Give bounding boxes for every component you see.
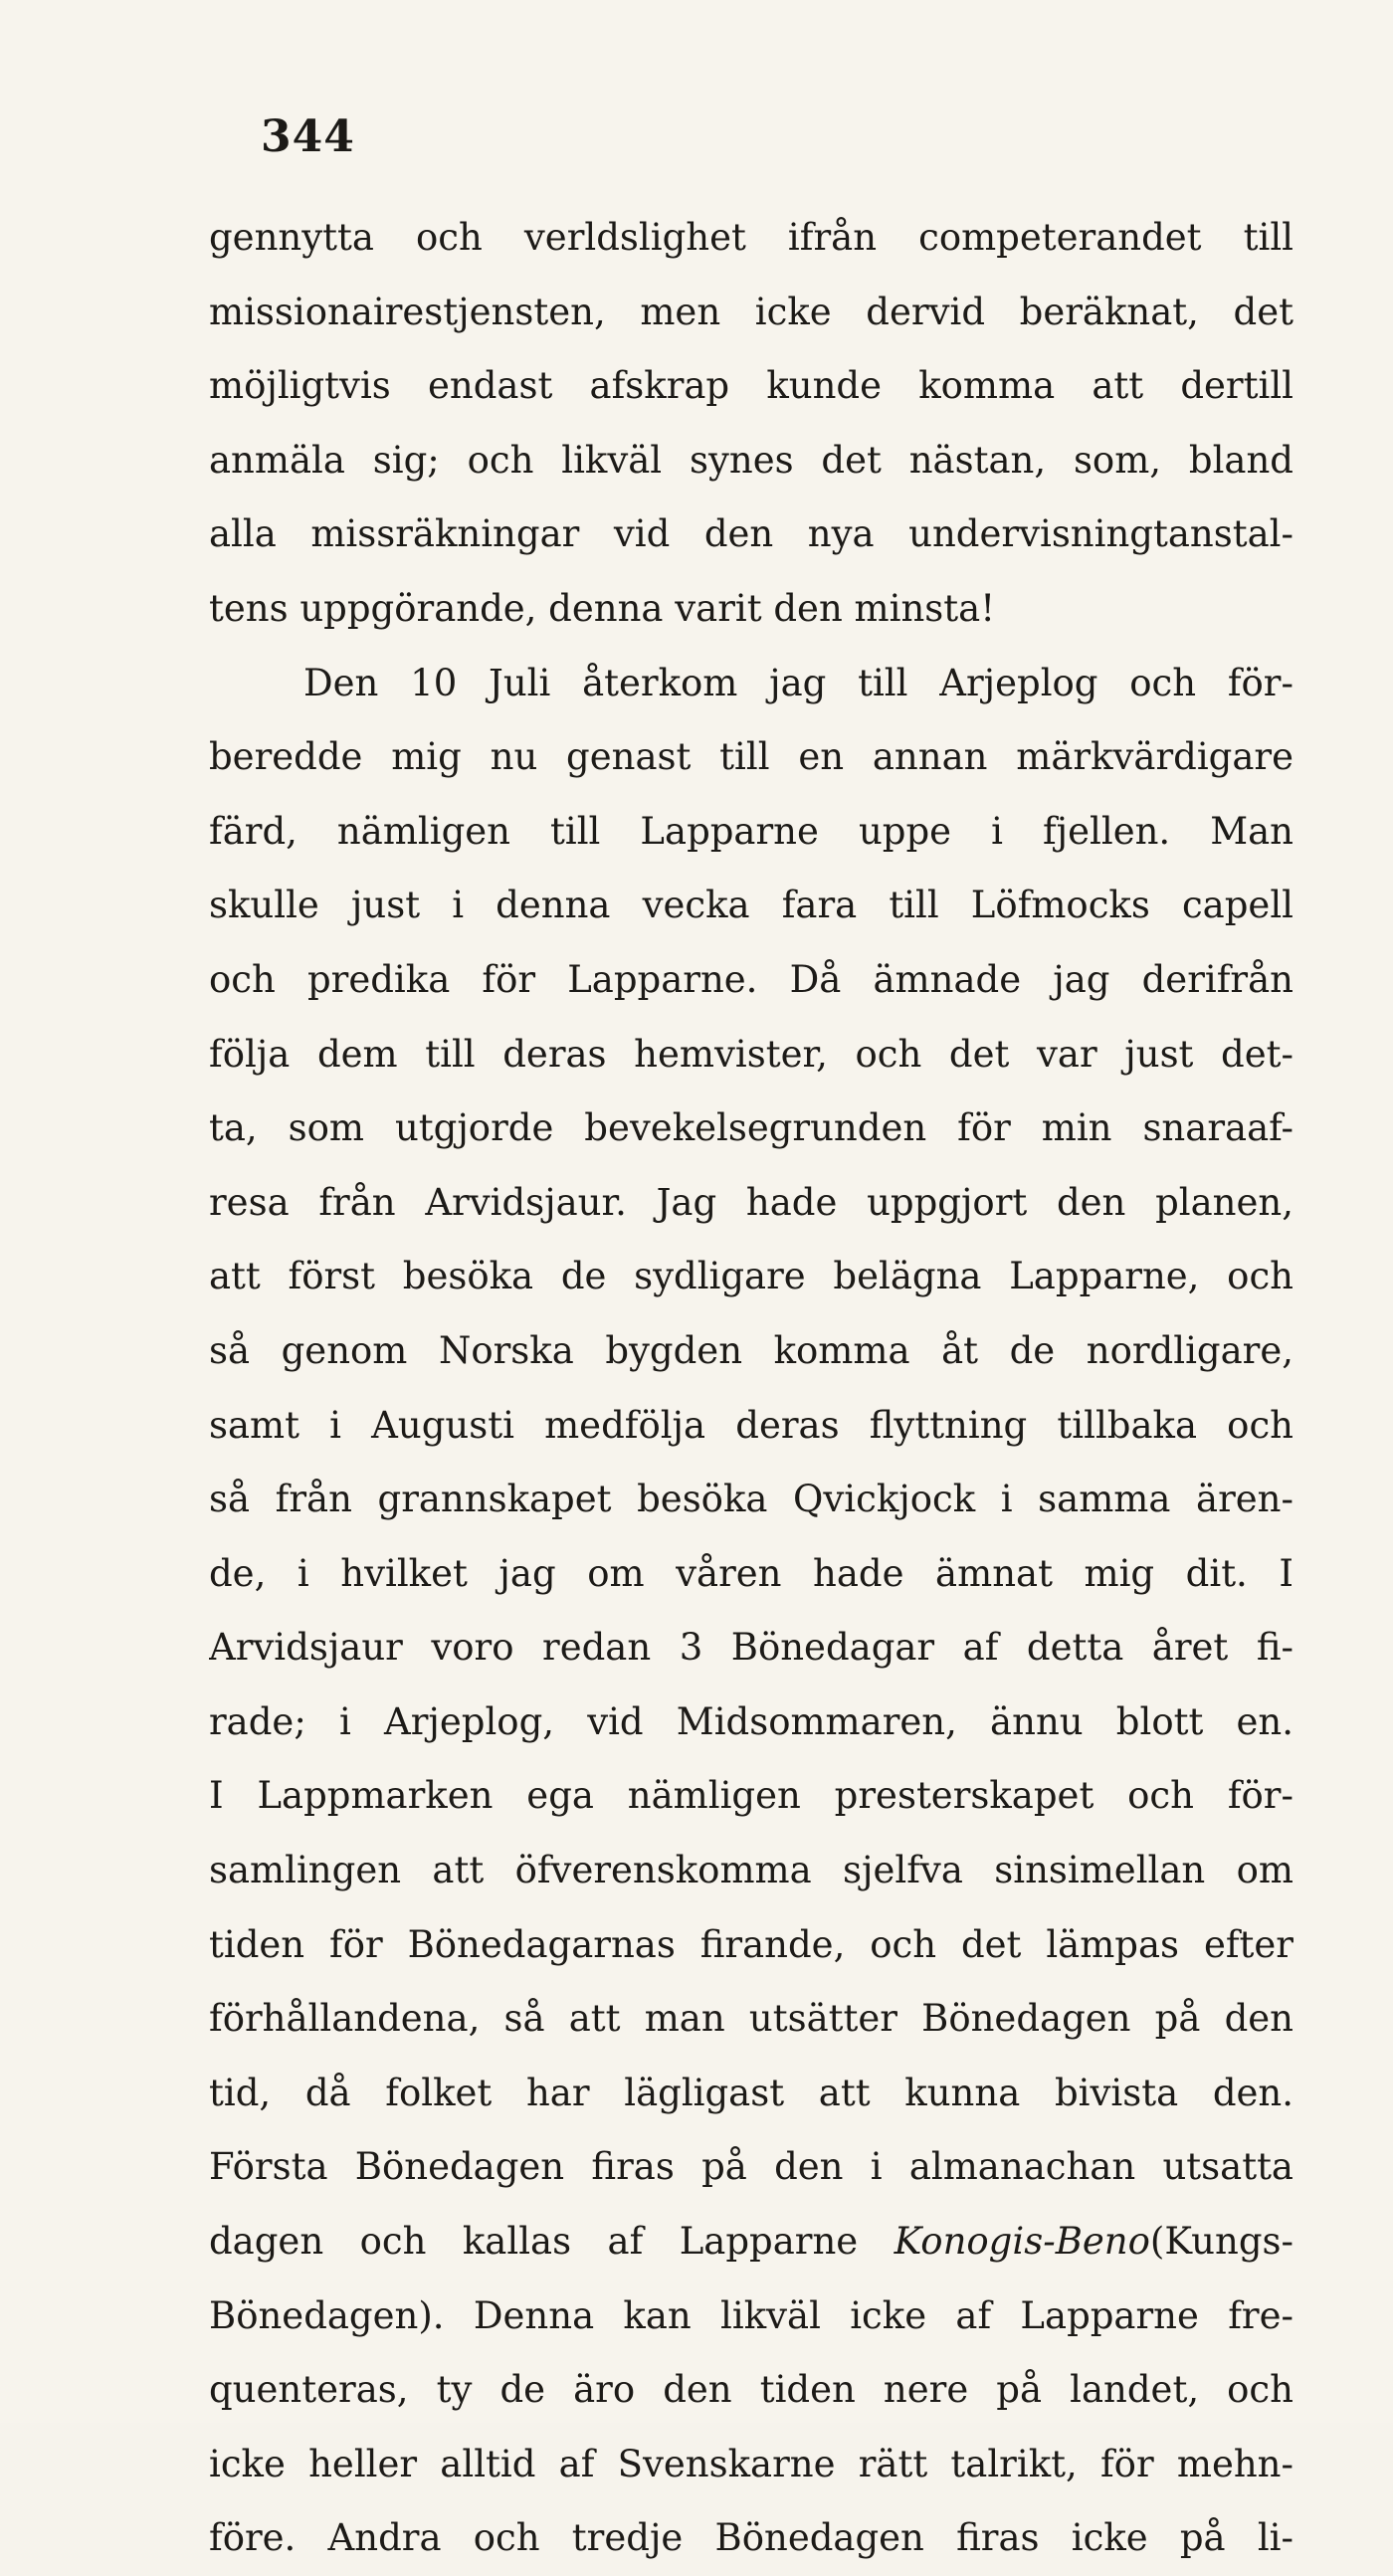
text-line: missionairestjensten, men icke dervid beräknat, det [209, 290, 1294, 333]
text-line: följa dem till deras hemvister, och det var just det- [209, 1032, 1294, 1076]
text-line: I Lappmarken ega nämligen presterskapet och för- [209, 1774, 1294, 1818]
text-segment: (Kungs- [1149, 2220, 1294, 2264]
text-line: Den 10 Juli återkom jag till Arjeplog och för- [303, 661, 1294, 704]
text-line: rade; i Arjeplog, vid Midsommaren, ännu blott en. [209, 1699, 1294, 1743]
page-number: 344 [261, 111, 355, 162]
text-line: Bönedagen). Denna kan likväl icke af Lapparne fre- [209, 2293, 1294, 2337]
text-line: före. Andra och tredje Bönedagen firas icke på li- [209, 2516, 1294, 2560]
text-line: samlingen att öfverenskomma sjelfva sinsimellan om [209, 1849, 1294, 1892]
text-line: ta, som utgjorde bevekelsegrunden för min snaraaf- [209, 1106, 1294, 1150]
text-line: tens uppgörande, denna varit den minsta! [209, 586, 996, 630]
italic-term: Konogis-Beno [894, 2220, 1150, 2264]
text-line: förhållandena, så att man utsätter Bönedagen på den [209, 1997, 1294, 2041]
text-line: och predika för Lapparne. Då ämnade jag derifrån [209, 957, 1294, 1001]
text-line: de, i hvilket jag om våren hade ämnat mig dit. I [209, 1551, 1294, 1595]
text-line [209, 2205, 1294, 2279]
text-line: samt i Augusti medfölja deras flyttning tillbaka och [209, 1403, 1294, 1447]
text-line: tiden för Bönedagarnas firande, och det lämpas efter [209, 1922, 1294, 1966]
text-segment: dagen och kallas af Lapparne [209, 2220, 859, 2264]
text-line: alla missräkningar vid den nya undervisningtanstal- [209, 512, 1294, 556]
text-line: så genom Norska bygden komma åt de nordligare, [209, 1328, 1294, 1372]
text-line: att först besöka de sydligare belägna Lapparne, och [209, 1255, 1294, 1298]
text-line: skulle just i denna vecka fara till Löfmocks capell [209, 884, 1294, 927]
text-line: anmäla sig; och likväl synes det nästan, som, bland [209, 438, 1294, 482]
text-line: gennytta och verldslighet ifrån competerandet till [209, 216, 1294, 259]
text-line: resa från Arvidsjaur. Jag hade uppgjort den planen, [209, 1180, 1294, 1224]
text-line: Arvidsjaur voro redan 3 Bönedagar af detta året fi- [209, 1626, 1294, 1670]
text-line: beredde mig nu genast till en annan märkvärdigare [209, 735, 1294, 779]
text-line: möjligtvis endast afskrap kunde komma att dertill [209, 364, 1294, 408]
body-text [209, 201, 1294, 2576]
text-line: quenteras, ty de äro den tiden nere på landet, och [209, 2368, 1294, 2412]
text-line: icke heller alltid af Svenskarne rätt talrikt, för mehn- [209, 2442, 1294, 2485]
text-line: tid, då folket har lägligast att kunna bivista den. [209, 2071, 1294, 2114]
text-line: färd, nämligen till Lapparne uppe i fjellen. Man [209, 809, 1294, 853]
text-line: Första Bönedagen firas på den i almanachan utsatta [209, 2145, 1294, 2189]
text-line: så från grannskapet besöka Qvickjock i samma ären- [209, 1478, 1294, 1521]
